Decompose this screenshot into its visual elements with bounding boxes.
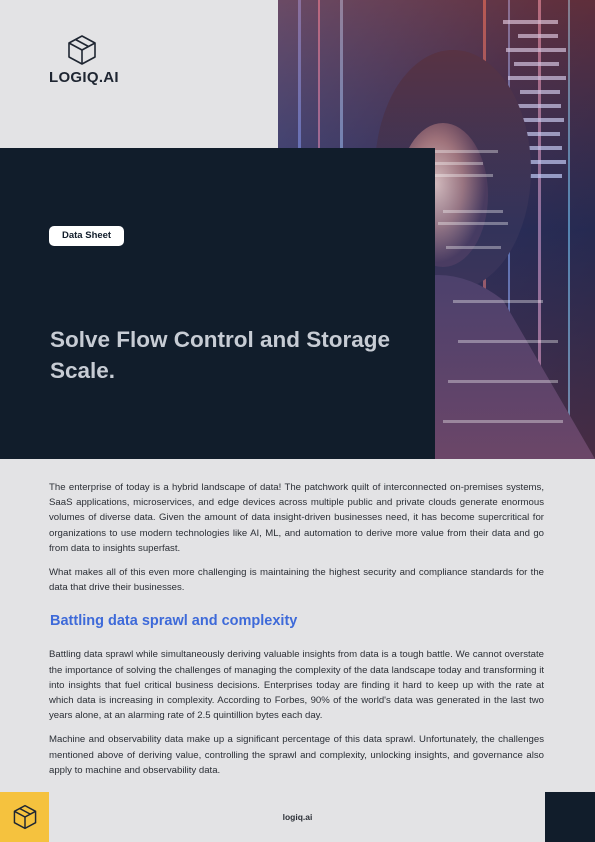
document-type-badge: Data Sheet <box>49 226 124 246</box>
footer-website-link[interactable]: logiq.ai <box>282 812 313 822</box>
page-title: Solve Flow Control and Storage Scale. <box>50 327 391 383</box>
footer-corner-block <box>545 792 595 842</box>
header-area <box>0 0 278 148</box>
section-paragraph-1: Battling data sprawl while simultaneously deriving valuable insights from data is a tough battle. We cannot overstate the importance of solving the challenges of managing the complexity of the data landscape today and transforming it into insights that fuel critical business decisions. Enterprises today are finding it hard to keep up with the rate at which data is increasing in complexity. According to Forbes, 90% of the world's data was generated in the last two years alone, at an alarming rate of 2.5 quintillion bytes each day. <box>49 649 544 722</box>
main-content <box>49 480 544 787</box>
section-paragraph-2: Machine and observability data make up a significant percentage of this data sprawl. Unfortunately, the challenges mentioned above of deriving value, controlling the sprawl and complexity, unlocking insights, and governance also apply to machine and observability data. <box>49 734 544 776</box>
intro-paragraph-1: The enterprise of today is a hybrid landscape of data! The patchwork quilt of interconnected on-premises systems, SaaS applications, microservices, and edge devices across multiple public and private clouds generate enormous volumes of diverse data. Given the amount of data insight-driven businesses need, it has become supercritical for organizations to use modern technologies like AI, ML, and automation to derive more value from their data and go from data to insights superfast. <box>49 482 544 554</box>
intro-paragraph-2: What makes all of this even more challenging is maintaining the highest security and compliance standards for the data that drive their businesses. <box>49 567 544 594</box>
cube-outline-icon <box>66 34 98 66</box>
section-heading: Battling data sprawl and complexity <box>50 613 298 630</box>
brand-name: LOGIQ.AI <box>49 69 119 86</box>
hero-panel <box>0 148 435 459</box>
